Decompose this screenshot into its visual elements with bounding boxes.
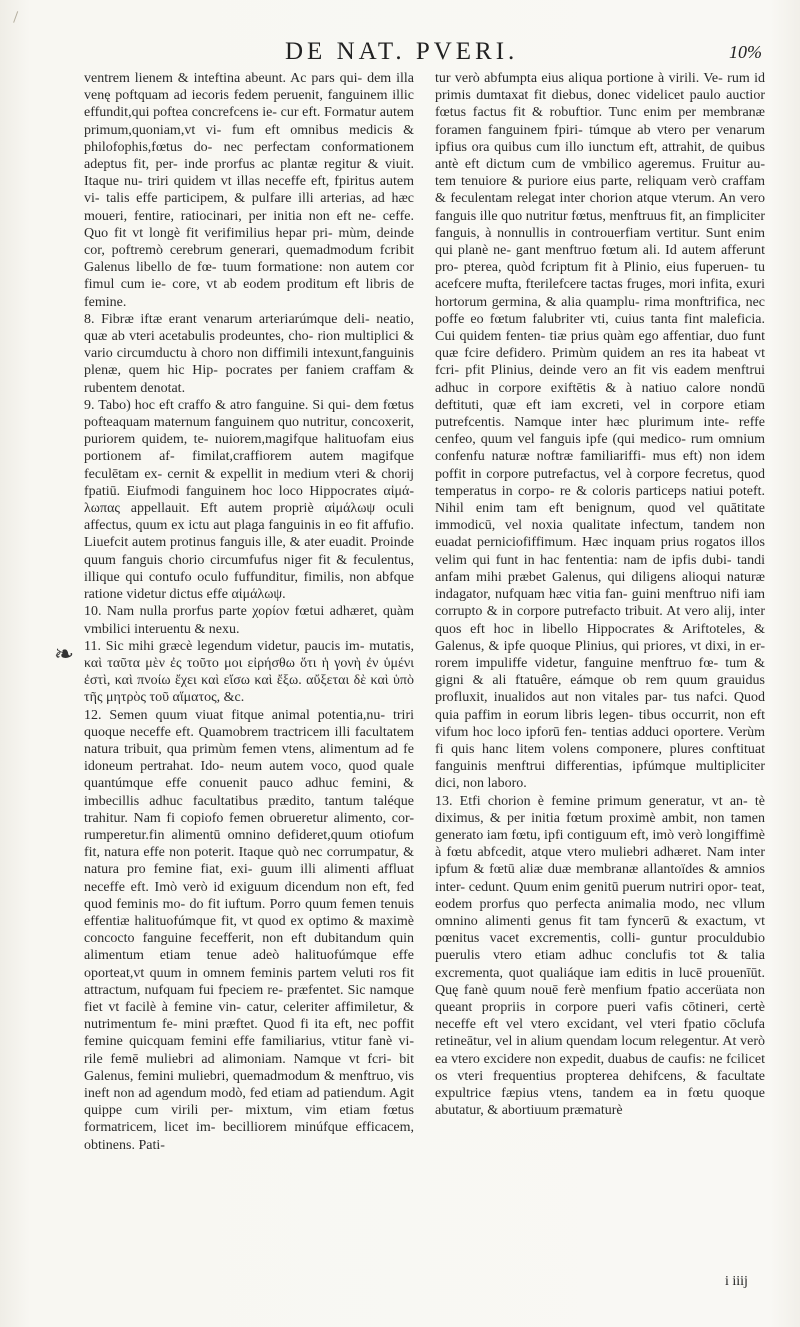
- paragraph: 8. Fibræ iftæ erant venarum arteriarúmque deli- neatio, quæ ab vteri acetabulis prodeuntes, cho- rion multiplici & vario circumductu à choro non diffimili intexunt,fanguinis plenæ, quem hic Hip- pocrates per faniem craffam & rubentem denotat.: [84, 311, 414, 396]
- page-number: 10%: [729, 42, 762, 62]
- running-title: DE NAT. PVERI.: [285, 38, 519, 65]
- left-text-column: [84, 70, 414, 1154]
- running-header: [80, 38, 770, 68]
- paragraph: ventrem lienem & inteftina abeunt. Ac pars qui- dem illa venę poftquam ad iecoris fedem peruenit, fanguinem illic effundit,qui poftea concrefcens ie- cur eft. Formatur autem primum,quoniam,vt vi- fum eft omnibus medicis & philofophis,fœtus do- nec perfectam conformationem adeptus fit, per- inde prorfus ac plantæ regitur & viuit. Itaque nu- triri quidem vt illas neceffe eft, fpiritus autem vi- talis effe participem, & pulfare illi arterias, ad hæc moueri, fentire, ratiocinari, per initia non eft ne- ceffe. Quo fit vt longè fit verifimilius hepar pri- mùm, deinde cor, poftremò cerebrum generari, quemadmodum fcribit Galenus libello de fœ- tuum formatione: non autem cor fimul cum ie- core, vt ab eodem proditum eft libris de femine.: [84, 71, 414, 310]
- paragraph: 9. Tabo) hoc eft craffo & atro fanguine. Si qui- dem fœtus pofteaquam maternum fanguinem quo nutritur, concoxerit, puriorem quidem, te- nuiorem,magifque halituofam eius portionem af- fimilat,craffiorem autem magifque feculētam ex- cernit & expellit in medium vteri & chorij fpatiū. Eiufmodi fanguinem hoc loco Hippocrates αἱμά- λωπας appellauit. Eft autem propriè αἱμάλωψ oculi affectus, quum ex ictu aut plaga fanguinis in eo fit affufio. Liuefcit autem protinus fanguis ille, & ater euadit. Proinde quum fanguis chorio circumfufus niger fit & feculentus, illique qui contufo oculo fuffunditur, fimilis, non abfque ratione videtur dictus effe αἱμάλωψ.: [84, 397, 414, 603]
- signature-mark: i iiij: [725, 1274, 748, 1289]
- paragraph: tur verò abfumpta eius aliqua portione à virili. Ve- rum id primis dumtaxat fit diebus, donec videlicet paulo auctior fœtus factus fit & robuftior. Tunc enim per membranæ foramen fanguinem fpiri- túmque ab vtero per venarum ipfius ora quibus cum illo iunctum eft, attrahit, de quibus antè eft dictum cum de vmbilico ageremus. Fruitur au- tem tenuiore & puriore eius parte, reliquam verò craffam & feculentam relegat inter chorion atque vterum. An vero fanguis ille quo nutritur fœtus, menftruus fit, an fimpliciter fanguis, à nonnullis in controuerfiam vertitur. Sunt enim qui planè ne- gant menftruo fœtum ali. Id autem afferunt pro- pterea, quòd fcriptum fit à Plinio, eius fuperuen- tu acefcere mufta, fterilefcere tactas fruges, mori infita, exuri hortorum germina, & alia quamplu- rima monftrifica, nec poffe eo fœtum falubriter vti, cuius tanta fint maleficia. Cui quidem fenten- tiæ prius quàm ego affentiar, duo funt quæ fcire defidero. Primùm quidem an res ita habeat vt fcri- pfit Plinius, deinde vero an fit vis eadem menftrui adhuc in corpore exiftētis & à natiuo calore nondū deftituti, quæ eft iam excreti, vel in corpore etiam putrefcentis. Namque inter hæc plurimum inte- reffe cenfeo, quum vel fanguis ipfe (qui medico- rum omnium confenfu naturæ noftræ familiariffi- mus eft) non idem poffit in corpore putrefactus, vel à corpore fecretus, quod temperatus in corpo- re & coloris particeps natiui poteft. Nihil enim tam eft benignum, quod vel quātitate immodicū, vel noxia qualitate infectum, tandem non euadat perniciofiffimum. Hæc inquam prius rogatos illos velim qui funt in hac fententia: nam de ipfis dubi- tandi anfam mihi præbet Galenus, qui diligens alioqui naturæ indagator, nufquam hæc vitia fan- guini menftruo nifi iam corrupto & in corpore putrefacto tribuit. At vero alij, inter quos eft hoc in libello Hippocrates & Ariftoteles, & Galenus, & ipfe quoque Plinius, qui priores, vt dixi, in er- rorem impuliffe videtur, fanguine menftruo fœ- tum & gigni & ali ftatuêre, eámque ob rem quum grauidus profluxit, inualidos aut non vitales par- tus nafci. Quod quia paffim in eorum libris legen- tibus occurrit, non eft vifum hoc loco ipforū fen- tentias adduci oportere. Verùm fi quis hanc litem volens componere, plures conftituat fanguinis menftrui differentias, ipfúmque multipliciter dici, non laboro.: [435, 71, 765, 792]
- paragraph: 13. Etfi chorion è femine primum generatur, vt an- tè diximus, & per initia fœtum proximè ambit, non tamen generato iam fœtu, ipfi contiguum eft, imò verò longiffimè à fœtu abfcedit, atque vtero muliebri adhæret. Nam inter ipfum & fœtū aliæ duæ membranæ allantoïdes & amnios inter- cedunt. Quum enim genitū puerum nutriri opor- teat, eodem prorfus quo perfecta animalia modo, nec vllum omnino alimenti genus fit tam fyncerū & exactum, vt pœnitus vacet excrementis, colli- guntur proculdubio puerulis vtero etiam adhuc conclufis tot & talia excrementa, quot qualiáque iam editis in lucē prouenīūt. Quę fanè quum nouē ferè menfium fpatio accerüata non queant propriis in corpore pueri vafis cōtineri, certè neceffe eft vel vtero excidant, vel vteri fpatio cōclufa retineātur, vel in alium quendam locum relegentur. At verò ea vtero excidere non expedit, duabus de caufis: ne fcilicet os vteri frequentius propterea dehifcens, & facultate expultrice fæpius vtens, tandem ea in fœtu quoque abutatur, & abortiuum præmaturè: [435, 793, 765, 1119]
- paragraph: 12. Semen quum viuat fitque animal potentia,nu- triri quoque neceffe eft. Quamobrem tractricem illi facultatem natura tribuit, qua primùm femen vtens, alimentum ad fe idoneum pertrahat. Ido- neum autem voco, quod quale quantúmque effe conuenit pauco adhuc femini, & imbecillis adhuc facultatibus prædito, tantum taléque trahitur. Nam fi copiofo femen obrueretur alimento, cor- rumperetur.fin alimentū omnino defideret,quum otiofum fit, natura effe non poterit. Itaque quò nec corrumpatur, & natura pro femine fiat, exi- guum illi alimenti affluat neceffe eft. Imò verò id exiguum dicendum non eft, fed quod feminis mo- do fit iuftum. Porro quum femen tenuis effentiæ halituofúmque fit, vt quod ex optimo & maximè concocto fanguine fecefferit, non eft dubitandum quin alimentum etiam tenue adeò halituofúmque effe oporteat,vt quum in omnem feminis partem veluti ros fit attractum, nufquam fui fpeciem re- præfentet. Sic namque fiet vt facilè à femine vin- catur, celeriter affimiletur, & nutrimentum fe- mini præftet. Quod fi ita eft, nec poffit femine quicquam femini effe familiarius, vtitur fanè vi- rile femē muliebri ad alimoniam. Namque vt fcri- bit Galenus, femini muliebri, quemadmodum & menftruo, vis ineft non ad agendum modò, fed etiam ad patiendum. Agit quippe cum virili per- mixtum, vim etiam fœtus formatricem, licet im- becilliorem minúfque efficacem, obtinens. Pati-: [84, 707, 414, 1153]
- margin-fleuron-icon: ❧: [54, 640, 75, 668]
- right-text-column: [435, 70, 765, 1119]
- paragraph: 10. Nam nulla prorfus parte χορίον fœtui adhæret, quàm vmbilici interuentu & nexu.: [84, 604, 414, 637]
- paragraph: 11. Sic mihi græcè legendum videtur, paucis im- mutatis, καὶ ταῦτα μὲν ἐς τοῦτο μοι εἰρήσθω ὅτι ἡ γονὴ ἐν ὑμένι ἐστὶ, καὶ πνοίω ἔχει καὶ εἴσω καὶ ἔξω. αὔξεται δὲ καὶ ὑπὸ τῆς μητρὸς τοῦ αἵματος, &c.: [84, 638, 414, 706]
- page-corner-mark: [13, 11, 24, 25]
